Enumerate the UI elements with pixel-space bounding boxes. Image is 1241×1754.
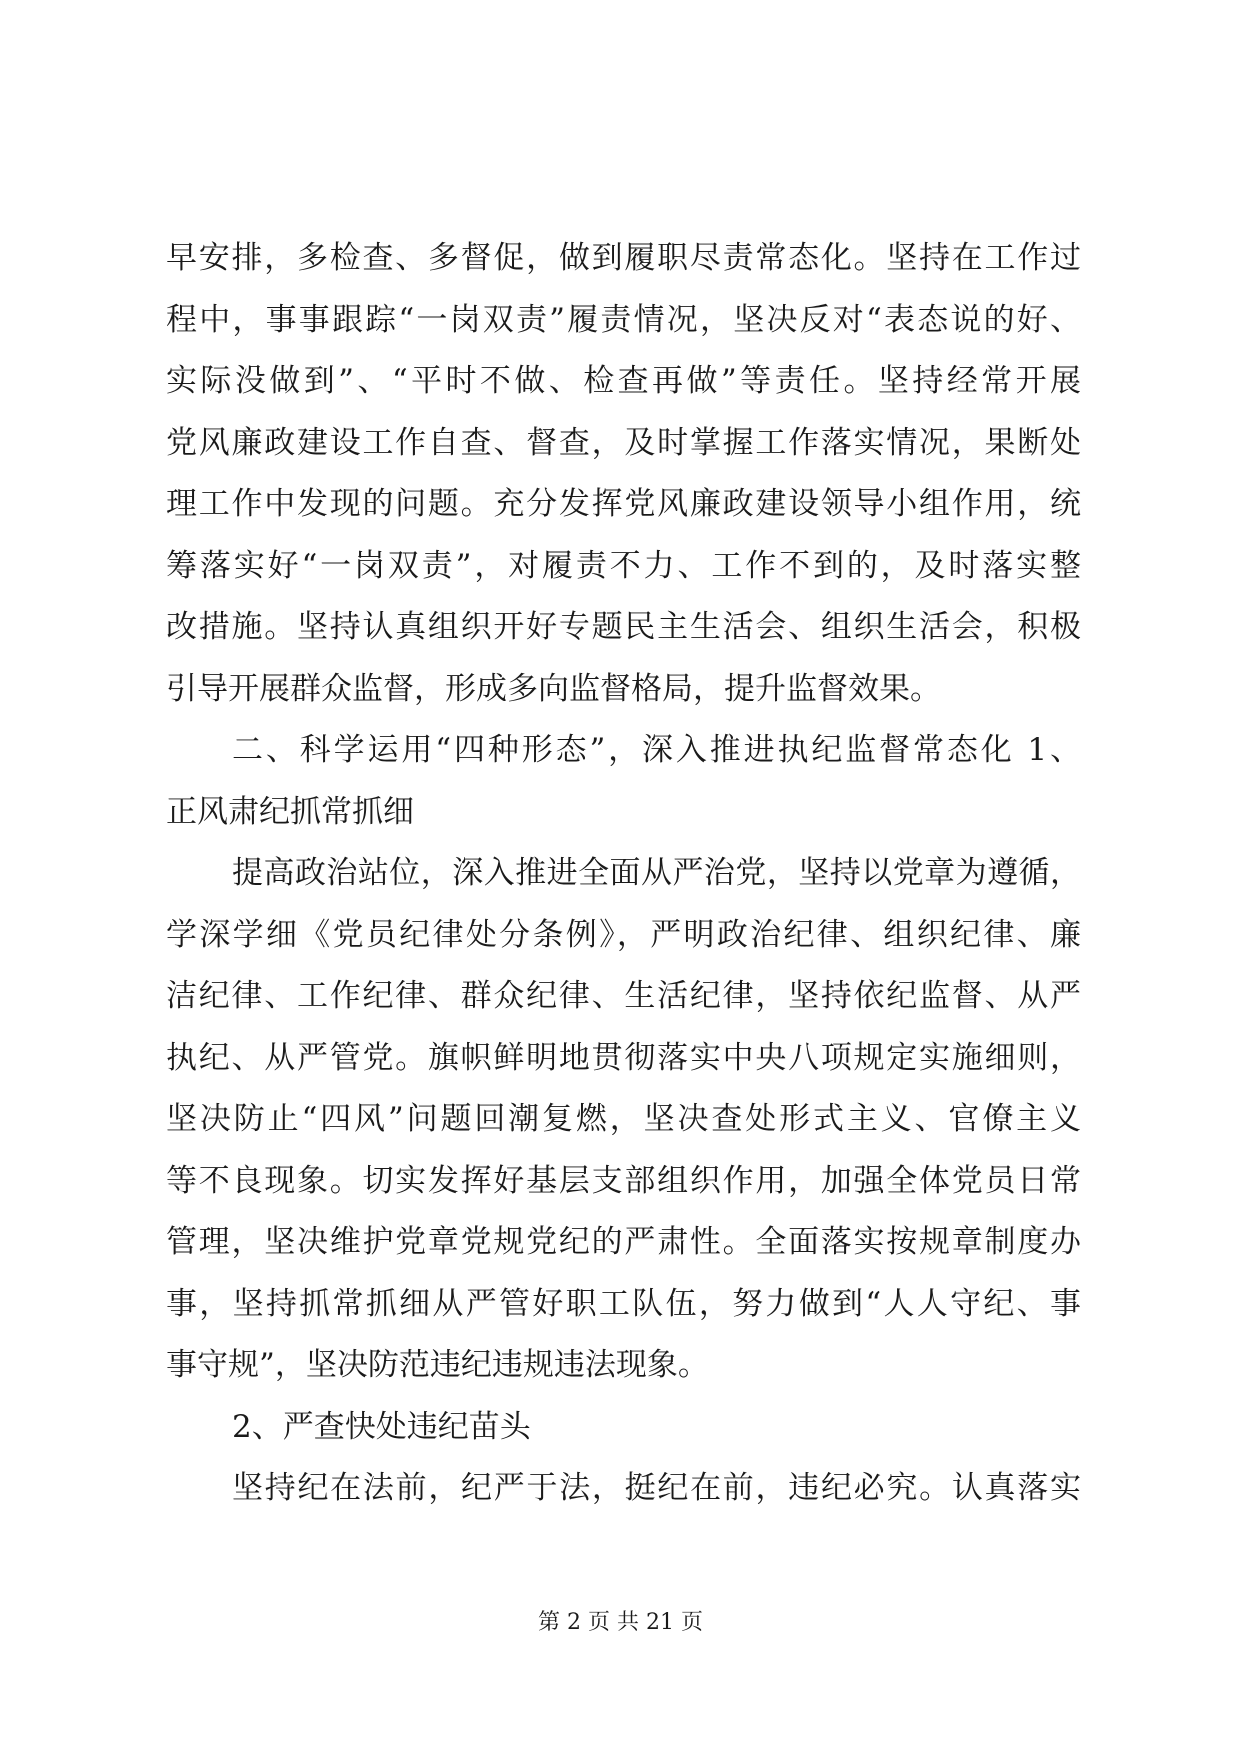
body-line: 理工作中发现的问题。充分发挥党风廉政建设领导小组作用，统: [166, 486, 1081, 522]
page-number-footer: 第 2 页 共 21 页: [538, 1610, 703, 1635]
body-line: 学深学细《党员纪律处分条例》，严明政治纪律、组织纪律、廉: [166, 916, 1081, 953]
body-line: 2、严查快处违纪苗头: [232, 1408, 531, 1445]
body-line: 早安排，多检查、多督促，做到履职尽责常态化。坚持在工作过: [166, 240, 1081, 276]
body-line: 等不良现象。切实发挥好基层支部组织作用，加强全体党员日常: [166, 1162, 1081, 1199]
body-line: 二、科学运用“四种形态”，深入推进执纪监督常态化 1、: [232, 732, 1081, 768]
body-line: 正风肃纪抓常抓细: [166, 793, 414, 830]
body-line: 执纪、从严管党。旗帜鲜明地贯彻落实中央八项规定实施细则，: [166, 1039, 1081, 1076]
body-line: 坚持纪在法前，纪严于法，挺纪在前，违纪必究。认真落实: [232, 1470, 1081, 1506]
body-line: 党风廉政建设工作自查、督查，及时掌握工作落实情况，果断处: [166, 424, 1081, 461]
body-line: 事守规”，坚决防范违纪违规违法现象。: [166, 1347, 709, 1383]
body-line: 改措施。坚持认真组织开好专题民主生活会、组织生活会，积极: [166, 609, 1081, 645]
body-line: 引导开展群众监督，形成多向监督格局，提升监督效果。: [166, 670, 941, 707]
body-line: 事，坚持抓常抓细从严管好职工队伍，努力做到“人人守纪、事: [166, 1285, 1081, 1322]
body-line: 管理，坚决维护党章党规党纪的严肃性。全面落实按规章制度办: [166, 1224, 1081, 1260]
body-line: 实际没做到”、“平时不做、检查再做”等责任。坚持经常开展: [166, 363, 1081, 399]
body-line: 坚决防止“四风”问题回潮复燃，坚决查处形式主义、官僚主义: [166, 1101, 1081, 1137]
body-line: 提高政治站位，深入推进全面从严治党，坚持以党章为遵循，: [232, 855, 1081, 891]
body-line: 程中，事事跟踪“一岗双责”履责情况，坚决反对“表态说的好、: [166, 301, 1081, 338]
body-line: 洁纪律、工作纪律、群众纪律、生活纪律，坚持依纪监督、从严: [166, 978, 1081, 1014]
body-line: 筹落实好“一岗双责”，对履责不力、工作不到的，及时落实整: [166, 547, 1081, 584]
document-body: [166, 228, 1081, 1520]
